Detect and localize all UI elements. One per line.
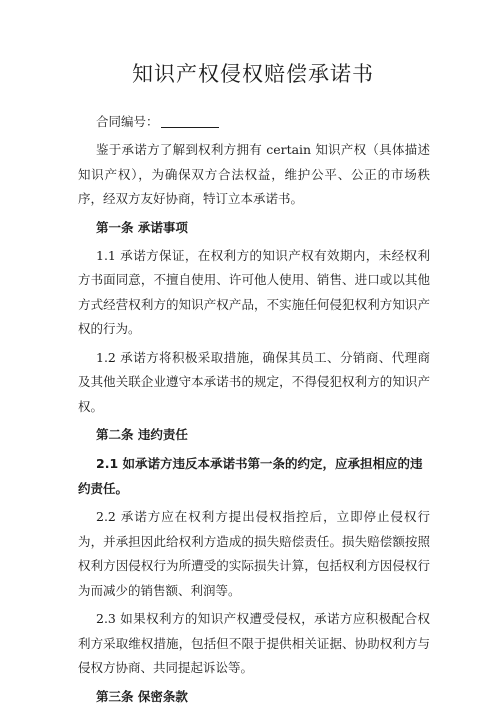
contract-number-label: 合同编号： <box>96 114 159 129</box>
intro-paragraph: 鉴于承诺方了解到权利方拥有 certain 知识产权（具体描述知识产权），为确保双方合法权益，维护公平、公正的市场秩序，经双方友好协商，特订立本承诺书。 <box>78 142 430 206</box>
clause-2-1: 2.1 如承诺方违反本承诺书第一条的约定，应承担相应的违约责任。 <box>78 456 423 496</box>
contract-number-line <box>96 110 430 134</box>
clause-2-3: 2.3 如果权利方的知识产权遭受侵权，承诺方应积极配合权利方采取维权措施，包括但不限于提供相关证据、协助权利方与侵权方协商、共同提起诉讼等。 <box>78 611 430 675</box>
section-3-heading: 第三条 保密条款 <box>96 688 188 704</box>
section-1-heading: 第一条 承诺事项 <box>96 219 188 235</box>
clause-2-2: 2.2 承诺方应在权利方提出侵权指控后，立即停止侵权行为，并承担因此给权利方造成的损失赔偿责任。损失赔偿额按照权利方因侵权行为所遭受的实际损失计算，包括权利方因侵权行为而减少的销售额、利润等。 <box>78 509 430 598</box>
section-2-heading: 第二条 违约责任 <box>96 427 188 442</box>
contract-number-blank <box>161 113 219 128</box>
document-title: 知识产权侵权赔偿承诺书 <box>132 62 374 86</box>
clause-1-2: 1.2 承诺方将积极采取措施，确保其员工、分销商、代理商及其他关联企业遵守本承诺书的规定，不得侵犯权利方的知识产权。 <box>78 349 430 414</box>
clause-1-1: 1.1 承诺方保证，在权利方的知识产权有效期内，未经权利方书面同意，不擅自使用、许可他人使用、销售、进口或以其他方式经营权利方的知识产权产品，不实施任何侵犯权利方知识产权的行为。 <box>78 247 430 336</box>
